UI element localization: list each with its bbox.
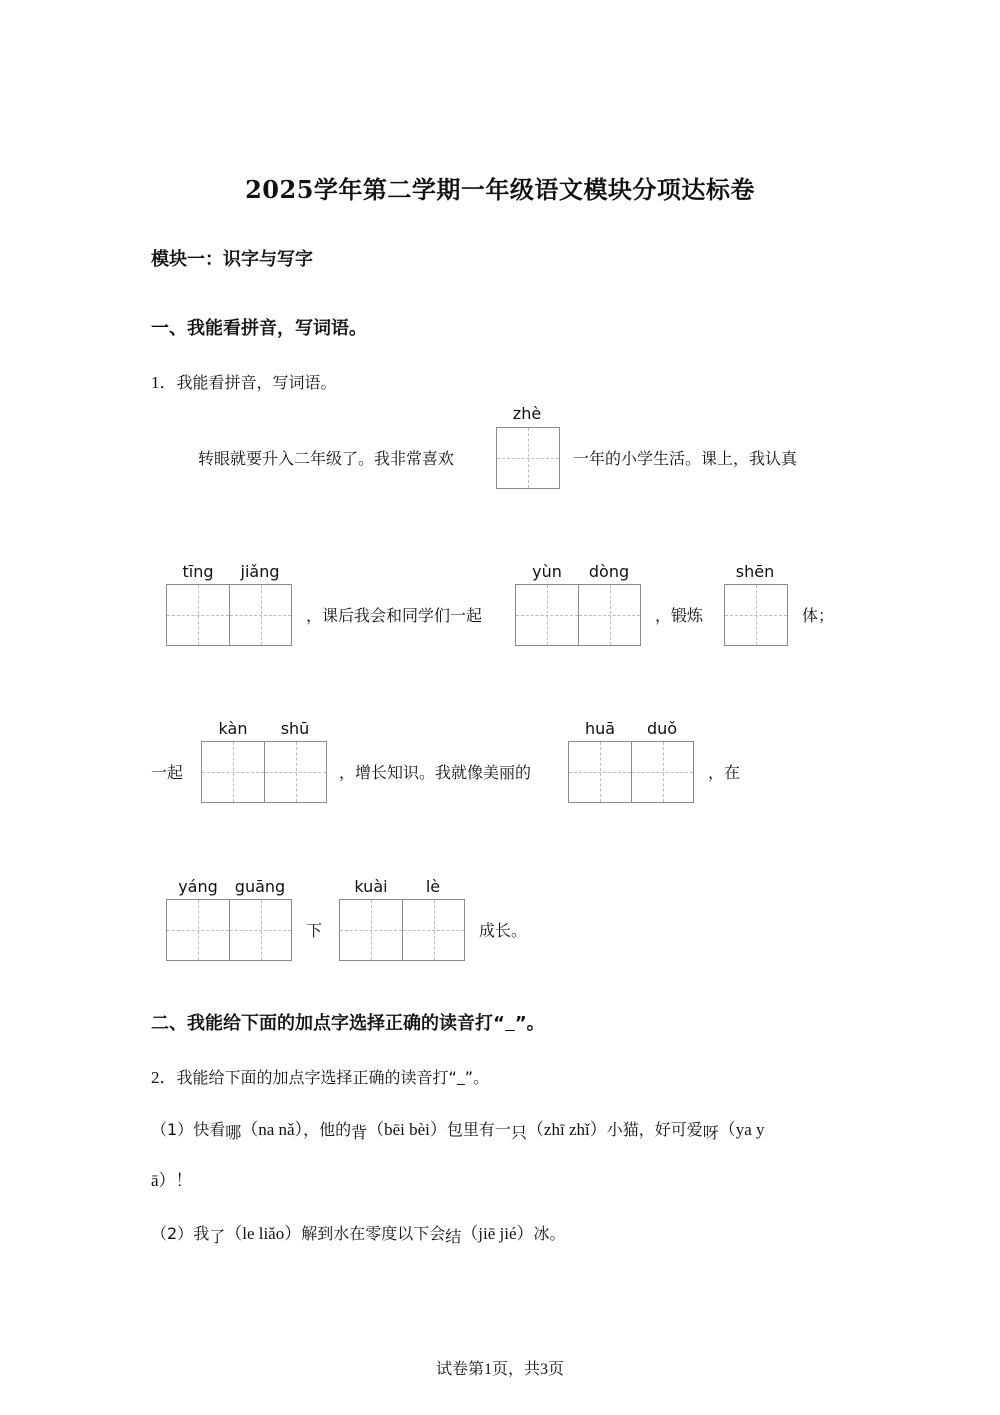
item-1-wrap: ā）！ <box>151 1171 193 1190</box>
question-text: 我能给下面的加点字选择正确的读音打“ <box>176 1068 457 1087</box>
page-footer: 试卷第1页，共3页 <box>435 1361 564 1378</box>
passage-text: ，锻炼 <box>655 606 704 625</box>
writing-cell[interactable] <box>167 900 229 960</box>
passage-text: 一年的小学生活。课上，我认真 <box>573 449 798 468</box>
dotted-char: 结 <box>445 1227 462 1246</box>
pinyin-label: shū <box>280 719 310 738</box>
question-2 <box>151 1063 489 1088</box>
section-2-heading-text: 二、我能给下面的加点字选择正确的读音打“ <box>151 1013 505 1034</box>
passage-text: ，课后我会和同学们一起 <box>306 606 483 625</box>
writing-cell[interactable] <box>578 585 640 645</box>
dotted-char: 呀 <box>702 1123 719 1142</box>
writing-cell[interactable] <box>264 742 326 802</box>
writing-cell[interactable] <box>340 900 402 960</box>
writing-cell[interactable] <box>725 585 787 645</box>
item-text: 冰。 <box>533 1224 566 1243</box>
item-number: （1） <box>151 1120 194 1139</box>
item-text: 我 <box>193 1224 210 1243</box>
item-2 <box>151 1219 566 1244</box>
question-number: 1． <box>151 373 177 392</box>
item-text: 解到水在零度以下会 <box>301 1224 446 1243</box>
pinyin-label: duǒ <box>646 719 678 738</box>
question-text-end: ”。 <box>464 1068 490 1087</box>
writing-grid-tingjiang[interactable] <box>166 584 292 646</box>
question-text: 我能看拼音，写词语。 <box>176 373 337 392</box>
writing-grid-yangguang[interactable] <box>166 899 292 961</box>
dotted-char: 了 <box>209 1227 226 1246</box>
question-1 <box>151 368 337 393</box>
item-text: 快看 <box>193 1120 226 1139</box>
item-1 <box>151 1115 765 1140</box>
section-2-heading-end: ”。 <box>514 1013 545 1034</box>
writing-cell[interactable] <box>631 742 693 802</box>
question-number: 2． <box>151 1068 177 1087</box>
dotted-char: 只 <box>510 1123 527 1142</box>
item-number: （2） <box>151 1224 194 1243</box>
passage-text: ，增长知识。我就像美丽的 <box>339 763 532 782</box>
pinyin-label: dòng <box>588 562 630 581</box>
writing-grid-kuaile[interactable] <box>339 899 465 961</box>
reading-options[interactable]: （bēi bèi） <box>367 1120 447 1139</box>
pinyin-label: huā <box>584 719 616 738</box>
writing-grid-huaduo[interactable] <box>568 741 694 803</box>
dotted-char: 哪 <box>225 1123 242 1142</box>
writing-cell[interactable] <box>569 742 631 802</box>
reading-options[interactable]: （ya y <box>718 1120 765 1139</box>
writing-cell[interactable] <box>229 900 291 960</box>
writing-cell[interactable] <box>402 900 464 960</box>
writing-cell[interactable] <box>516 585 578 645</box>
pinyin-label: tīng <box>182 562 214 581</box>
reading-options[interactable]: （zhī zhǐ） <box>526 1120 607 1139</box>
pinyin-label: yáng <box>178 877 218 896</box>
passage-text: 一起 <box>151 763 184 782</box>
writing-cell[interactable] <box>167 585 229 645</box>
section-2-heading <box>151 1009 545 1035</box>
reading-options[interactable]: （na nǎ） <box>241 1120 304 1139</box>
check-mark-icon <box>505 1030 515 1031</box>
writing-cell[interactable] <box>229 585 291 645</box>
item-text: 包里有一 <box>446 1120 511 1139</box>
pinyin-label: zhè <box>512 404 542 423</box>
pinyin-label: lè <box>425 877 441 896</box>
passage-text: 成长。 <box>479 921 528 940</box>
writing-cell[interactable] <box>497 428 559 488</box>
item-text: ，他的 <box>303 1120 352 1139</box>
reading-options[interactable]: （jiē jié） <box>461 1224 534 1243</box>
page-title: 2025学年第二学期一年级语文模块分项达标卷 <box>245 175 755 204</box>
reading-options[interactable]: （le liǎo） <box>225 1224 302 1243</box>
pinyin-label: kuài <box>354 877 388 896</box>
passage-text: ，在 <box>708 763 741 782</box>
writing-grid-shen[interactable] <box>724 584 788 646</box>
passage-text: 转眼就要升入二年级了。我非常喜欢 <box>198 449 455 468</box>
pinyin-label: shēn <box>735 562 775 581</box>
check-mark-icon <box>457 1084 465 1085</box>
pinyin-label: jiǎng <box>240 562 280 581</box>
section-1-heading: 一、我能看拼音，写词语。 <box>151 318 367 339</box>
writing-grid-yundong[interactable] <box>515 584 641 646</box>
module-heading: 模块一：识字与写字 <box>151 249 313 270</box>
dotted-char: 背 <box>351 1123 368 1142</box>
pinyin-label: guāng <box>234 877 286 896</box>
item-text: 小猫，好可爱 <box>606 1120 703 1139</box>
pinyin-label: kàn <box>218 719 248 738</box>
passage-text: 下 <box>306 921 323 940</box>
passage-text: 体； <box>802 606 835 625</box>
writing-grid-zhe[interactable] <box>496 427 560 489</box>
writing-grid-kanshu[interactable] <box>201 741 327 803</box>
pinyin-label: yùn <box>532 562 562 581</box>
writing-cell[interactable] <box>202 742 264 802</box>
